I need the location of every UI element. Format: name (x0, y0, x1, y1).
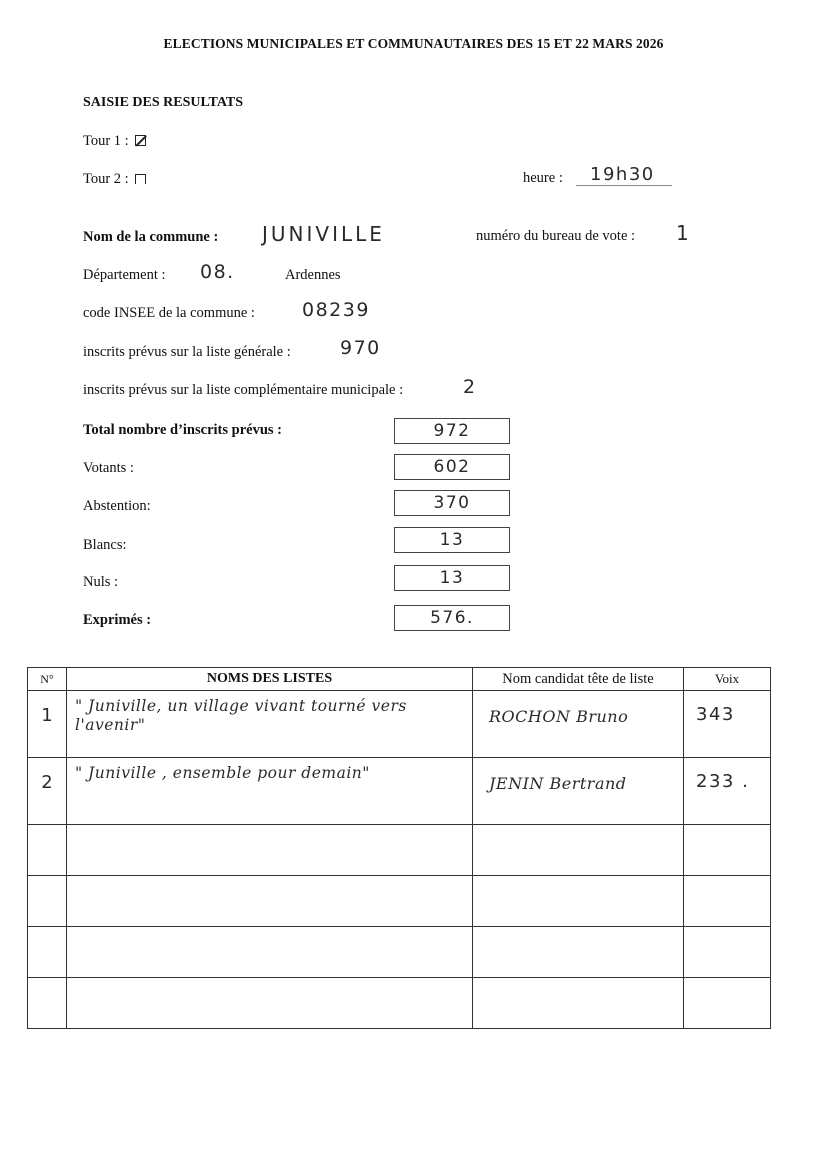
inscrits-compl-value[interactable]: 2 (463, 376, 477, 398)
row-liste[interactable]: " Juniville , ensemble pour demain" (67, 758, 473, 825)
departement-value[interactable]: 08. (200, 261, 235, 283)
tour1-label: Tour 1 : (83, 133, 129, 149)
table-row (28, 758, 771, 825)
row-num-cell[interactable] (28, 927, 67, 978)
total-inscrits-value: 972 (433, 421, 471, 441)
votants-field[interactable] (394, 454, 510, 480)
departement-label: Département : (83, 267, 166, 283)
inscrits-generale-value[interactable]: 970 (340, 337, 381, 359)
row-voix[interactable]: 343 (684, 691, 771, 758)
row-num: 2 (41, 772, 53, 793)
row-voix[interactable] (684, 825, 771, 876)
table-header-row (28, 668, 771, 691)
blancs-field[interactable] (394, 527, 510, 553)
row-candidat[interactable]: JENIN Bertrand (473, 758, 684, 825)
blancs-label: Blancs: (83, 537, 127, 553)
insee-value[interactable]: 08239 (302, 299, 370, 321)
row-candidat[interactable] (473, 825, 684, 876)
document-title: ELECTIONS MUNICIPALES ET COMMUNAUTAIRES DES 15 ET 22 MARS 2026 (163, 36, 664, 51)
table-row (28, 978, 771, 1029)
row-voix[interactable] (684, 927, 771, 978)
header-listes: NOMS DES LISTES (67, 668, 473, 691)
abstention-value: 370 (433, 493, 471, 513)
row-candidat[interactable] (473, 978, 684, 1029)
abstention-field[interactable] (394, 490, 510, 516)
row-liste[interactable]: " Juniville, un village vivant tourné vers l'avenir" (67, 691, 473, 758)
bureau-value[interactable]: 1 (676, 221, 691, 245)
row-candidat[interactable] (473, 927, 684, 978)
total-inscrits-field[interactable] (394, 418, 510, 444)
table-row (28, 927, 771, 978)
departement-name: Ardennes (285, 267, 341, 283)
table-row (28, 825, 771, 876)
bureau-label: numéro du bureau de vote : (476, 228, 636, 244)
row-liste[interactable] (67, 825, 473, 876)
votants-label: Votants : (83, 460, 134, 476)
tour2-label: Tour 2 : (83, 171, 129, 187)
row-num-cell[interactable] (28, 758, 67, 825)
row-num-cell[interactable] (28, 691, 67, 758)
blancs-value: 13 (439, 530, 465, 550)
insee-label: code INSEE de la commune : (83, 305, 255, 321)
exprimes-value: 576. (430, 608, 474, 628)
tour1-checkbox[interactable] (135, 135, 146, 146)
inscrits-generale-label: inscrits prévus sur la liste générale : (83, 344, 291, 360)
exprimes-field[interactable] (394, 605, 510, 631)
row-num: 1 (41, 705, 53, 726)
commune-label: Nom de la commune : (83, 229, 219, 245)
section-title: SAISIE DES RESULTATS (83, 95, 244, 110)
tour2-checkbox[interactable] (135, 174, 146, 184)
exprimes-label: Exprimés : (83, 612, 152, 628)
row-candidat[interactable]: ROCHON Bruno (473, 691, 684, 758)
row-liste[interactable] (67, 927, 473, 978)
row-candidat[interactable] (473, 876, 684, 927)
nuls-field[interactable] (394, 565, 510, 591)
heure-label: heure : (523, 170, 563, 186)
table-row (28, 876, 771, 927)
heure-value[interactable]: 19h30 (590, 164, 655, 185)
tour1-row (83, 133, 146, 150)
header-candidat: Nom candidat tête de liste (473, 668, 684, 691)
abstention-label: Abstention: (83, 498, 151, 514)
nuls-value: 13 (439, 568, 465, 588)
votants-value: 602 (433, 457, 471, 477)
row-liste[interactable] (67, 978, 473, 1029)
inscrits-compl-label: inscrits prévus sur la liste complémentaire municipale : (83, 382, 404, 398)
commune-value[interactable]: JUNIVILLE (262, 222, 385, 246)
row-num-cell[interactable] (28, 876, 67, 927)
header-voix: Voix (684, 668, 771, 691)
row-num-cell[interactable] (28, 978, 67, 1029)
row-num-cell[interactable] (28, 825, 67, 876)
header-num: N° (28, 668, 67, 691)
total-inscrits-label: Total nombre d’inscrits prévus : (83, 422, 282, 438)
results-table (27, 667, 771, 1029)
row-voix[interactable] (684, 978, 771, 1029)
table-row (28, 691, 771, 758)
row-voix[interactable] (684, 876, 771, 927)
row-voix[interactable]: 233 . (684, 758, 771, 825)
row-liste[interactable] (67, 876, 473, 927)
nuls-label: Nuls : (83, 574, 119, 590)
heure-underline (576, 185, 672, 186)
tour2-row (83, 171, 146, 188)
